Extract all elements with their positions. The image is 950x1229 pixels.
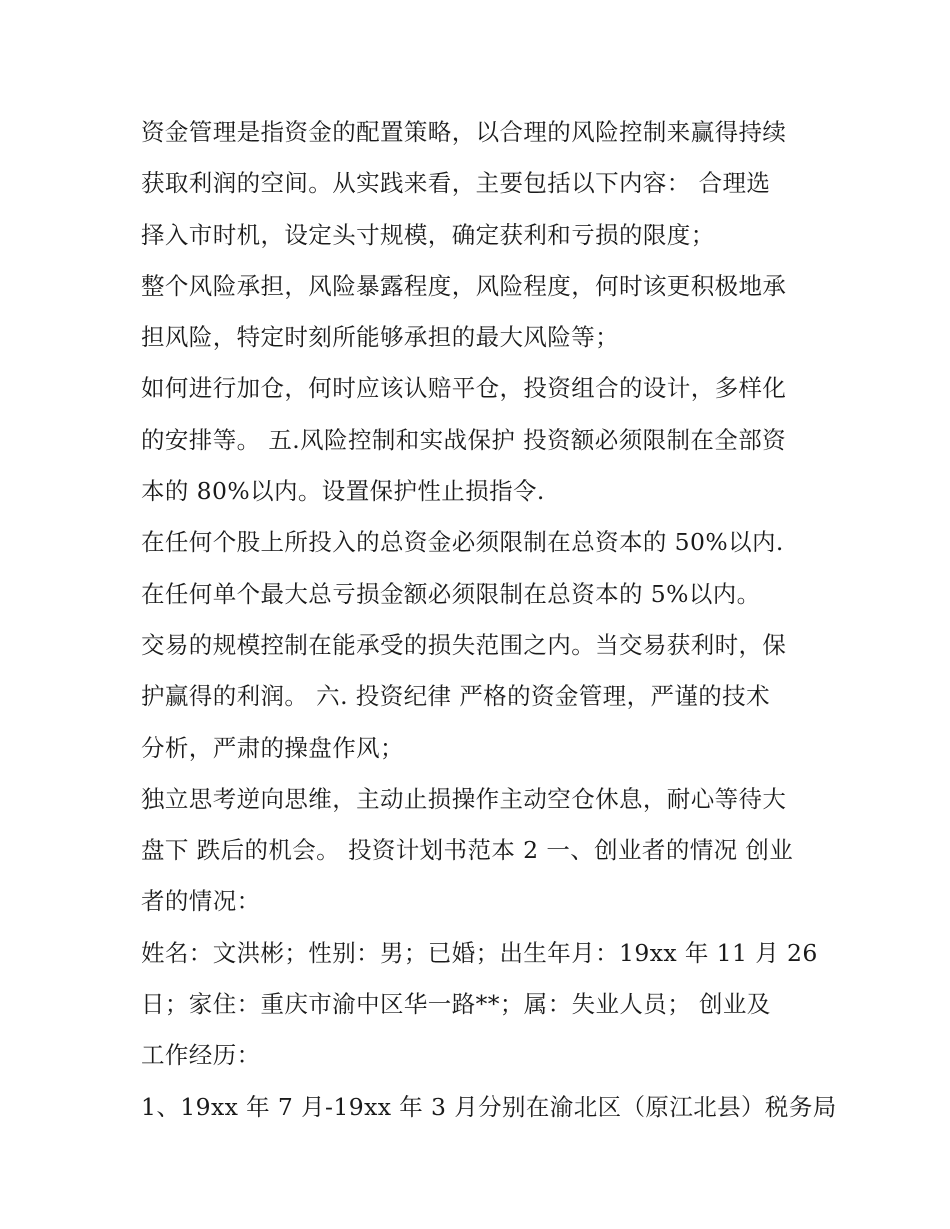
text-line: 日；家住：重庆市渝中区华一路**；属：失业人员； 创业及	[141, 990, 771, 1019]
text-line: 分析，严肃的操盘作风；	[141, 733, 404, 762]
text-line: 整个风险承担，风险暴露程度，风险程度，何时该更积极地承	[141, 271, 787, 300]
text-line: 资金管理是指资金的配置策略，以合理的风险控制来赢得持续	[141, 118, 787, 146]
text-line: 的安排等。 五.风险控制和实战保护 投资额必须限制在全部资	[141, 425, 787, 454]
text-line: 获取利润的空间。从实践来看，主要包括以下内容： 合理选	[141, 169, 771, 198]
text-line: 者的情况：	[141, 887, 261, 916]
text-line: 择入市时机，设定头寸规模，确定获利和亏损的限度；	[141, 220, 715, 249]
text-line: 护赢得的利润。 六. 投资纪律 严格的资金管理，严谨的技术	[141, 682, 770, 711]
text-line: 工作经历：	[141, 1041, 261, 1070]
text-line: 交易的规模控制在能承受的损失范围之内。当交易获利时，保	[141, 630, 787, 659]
text-line: 如何进行加仓，何时应该认赔平仓，投资组合的设计，多样化	[141, 374, 787, 403]
text-line: 在任何个股上所投入的总资金必须限制在总资本的 50%以内.	[141, 528, 784, 557]
text-line: 本的 80%以内。设置保护性止损指令.	[141, 477, 545, 506]
document-body	[141, 107, 837, 1133]
text-line: 盘下 跌后的机会。 投资计划书范本 2 一、创业者的情况 创业	[141, 836, 794, 865]
text-line: 在任何单个最大总亏损金额必须限制在总资本的 5%以内。	[141, 579, 761, 608]
text-line: 担风险，特定时刻所能够承担的最大风险等；	[141, 323, 619, 352]
text-line: 独立思考逆向思维，主动止损操作主动空仓休息，耐心等待大	[141, 784, 787, 813]
text-line: 1、19xx 年 7 月-19xx 年 3 月分别在渝北区（原江北县）税务局	[141, 1092, 837, 1121]
text-line: 姓名：文洪彬；性别：男；已婚；出生年月：19xx 年 11 月 26	[141, 938, 818, 967]
